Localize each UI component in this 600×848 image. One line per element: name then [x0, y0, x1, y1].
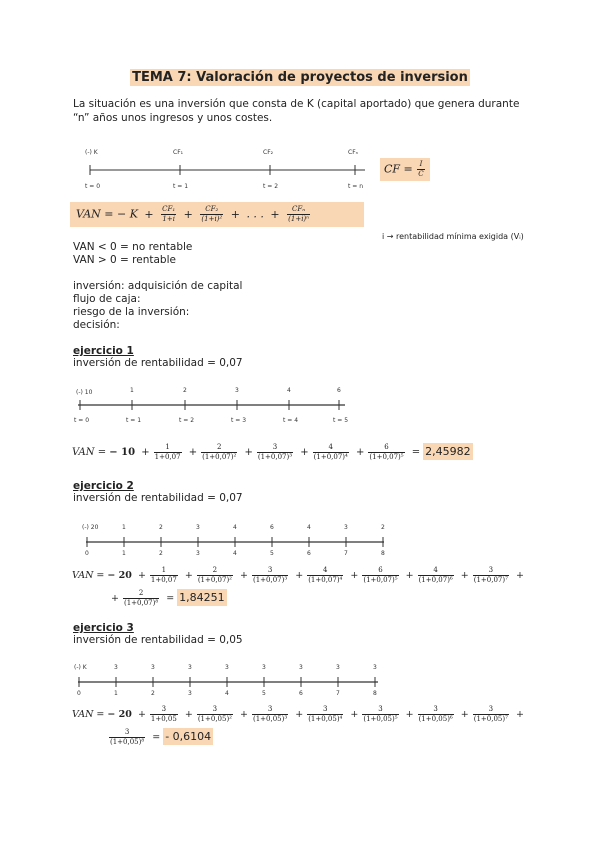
- exercise-1-timeline-axis: [70, 385, 360, 427]
- timeline-top-label: (-) 20: [82, 524, 99, 531]
- definition-line: decisión:: [73, 319, 120, 331]
- exercise-2-equation: VAN = − 20 + $\frac{1}{1+0,07}$ + $\frac{2}{\text{(1+0,07)²}}$ + $\frac{3}{\text{(1+0,07)³}}$ + $\frac{4}{\text{(1+0,07)⁴}}$ + $\frac{6}{\text{(1+0,07)⁵}}$ + $\frac{4}{\text{(1+0,07)⁶}}$ + $\frac{3}{\text{(1+0,07)⁷}}$ +: [72, 566, 524, 584]
- timeline-top-label: (-) K: [85, 149, 98, 156]
- timeline-bottom-label: 7: [336, 690, 340, 697]
- cf-formula: CF = $\frac{I}{C}$: [380, 158, 430, 181]
- timeline-bottom-label: t = 1: [126, 417, 142, 424]
- exercise-2-timeline: [80, 521, 390, 559]
- timeline-top-label: 1: [122, 524, 126, 531]
- timeline-top-label: 6: [337, 387, 341, 394]
- exercise-3-equation-cont: $\frac{3}{\text{(1+0,05)⁸}}$ = - 0,6104: [110, 728, 212, 746]
- timeline-bottom-label: t = 3: [231, 417, 247, 424]
- timeline-bottom-label: 4: [225, 690, 229, 697]
- timeline-top-label: 2: [159, 524, 163, 531]
- timeline-bottom-label: 8: [381, 550, 385, 557]
- timeline-top-label: 4: [233, 524, 237, 531]
- condition-positive: VAN > 0 = rentable: [73, 254, 176, 266]
- definition-line: inversión: adquisición de capital: [73, 280, 243, 292]
- timeline-top-label: CFₙ: [348, 149, 359, 156]
- timeline-top-label: 3: [225, 664, 229, 671]
- timeline-bottom-label: t = 2: [179, 417, 195, 424]
- exercise-2-result: 1,84251: [179, 591, 225, 604]
- exercise-2-rate: inversión de rentabilidad = 0,07: [73, 492, 243, 504]
- exercise-3-result: - 0,6104: [165, 730, 212, 743]
- timeline-top-label: 3: [336, 664, 340, 671]
- timeline-bottom-label: t = 5: [333, 417, 349, 424]
- exercise-1-heading: ejercicio 1: [73, 345, 134, 357]
- timeline-bottom-label: t = 4: [283, 417, 299, 424]
- intro-paragraph: La situación es una inversión que consta de K (capital aportado) que genera durante “n” años unos ingresos y unos costes.: [73, 98, 520, 124]
- timeline-bottom-label: 3: [188, 690, 192, 697]
- page-title: TEMA 7: Valoración de proyectos de inversion: [132, 70, 468, 85]
- timeline-top-label: 3: [114, 664, 118, 671]
- timeline-bottom-label: 5: [262, 690, 266, 697]
- timeline-bottom-label: t = 0: [85, 183, 101, 190]
- timeline-top-label: (-) K: [74, 664, 87, 671]
- exercise-1-equation: VAN = − 10 + $\frac{1}{1+0,07}$ + $\frac{2}{\text{(1+0,07)²}}$ + $\frac{3}{\text{(1+0,07)³}}$ + $\frac{4}{\text{(1+0,07)⁴}}$ + $\frac{6}{\text{(1+0,07)⁵}}$ = 2,45982: [72, 443, 471, 461]
- timeline-top-label: 3: [188, 664, 192, 671]
- timeline-bottom-label: t = 0: [74, 417, 90, 424]
- general-timeline: [80, 145, 370, 195]
- exercise-3-rate: inversión de rentabilidad = 0,05: [73, 634, 243, 646]
- timeline-bottom-label: 2: [151, 690, 155, 697]
- exercise-2-equation-cont: + $\frac{2}{\text{(1+0,07)⁸}}$ = 1,84251: [111, 589, 225, 607]
- timeline-top-label: 3: [344, 524, 348, 531]
- exercise-3-timeline: [72, 662, 384, 700]
- timeline-bottom-label: t = 2: [263, 183, 279, 190]
- definition-line: riesgo de la inversión:: [73, 306, 190, 318]
- timeline-bottom-label: 2: [159, 550, 163, 557]
- timeline-bottom-label: t = 1: [173, 183, 189, 190]
- timeline-top-label: 1: [130, 387, 134, 394]
- definition-line: flujo de caja:: [73, 293, 141, 305]
- timeline-top-label: (-) 10: [76, 389, 93, 396]
- exercise-3-heading: ejercicio 3: [73, 622, 134, 634]
- exercise-1-rate: inversión de rentabilidad = 0,07: [73, 357, 243, 369]
- timeline-top-label: 3: [262, 664, 266, 671]
- timeline-bottom-label: 7: [344, 550, 348, 557]
- timeline-top-label: CF₂: [263, 149, 274, 156]
- timeline-top-label: 3: [151, 664, 155, 671]
- exercise-3-equation: VAN = − 20 + $\frac{3}{1+0,05}$ + $\frac{3}{\text{(1+0,05)²}}$ + $\frac{3}{\text{(1+0,05)³}}$ + $\frac{3}{\text{(1+0,05)⁴}}$ + $\frac{3}{\text{(1+0,05)⁵}}$ + $\frac{3}{\text{(1+0,05)⁶}}$ + $\frac{3}{\text{(1+0,05)⁷}}$ +: [72, 705, 524, 723]
- van-general-formula: VAN = − K + $\frac{\text{CF₁}}{1+i}$ + $\frac{\text{CF₂}}{\text{(1+i)²}}$ + . . . + $\frac{\text{CFₙ}}{\text{(1+i)ⁿ}}$: [70, 202, 364, 227]
- timeline-top-label: 3: [299, 664, 303, 671]
- timeline-bottom-label: 1: [114, 690, 118, 697]
- exercise-1-result: 2,45982: [425, 445, 471, 458]
- timeline-top-label: 4: [287, 387, 291, 394]
- timeline-top-label: 3: [235, 387, 239, 394]
- timeline-bottom-label: 5: [270, 550, 274, 557]
- timeline-bottom-label: 0: [77, 690, 81, 697]
- general-timeline-axis: [80, 145, 370, 195]
- timeline-top-label: 2: [183, 387, 187, 394]
- rate-note: i → rentabilidad mínima exigida (Vᵢ): [382, 232, 524, 241]
- timeline-top-label: CF₁: [173, 149, 184, 156]
- timeline-bottom-label: 8: [373, 690, 377, 697]
- timeline-top-label: 4: [307, 524, 311, 531]
- timeline-bottom-label: 0: [85, 550, 89, 557]
- timeline-bottom-label: 1: [122, 550, 126, 557]
- timeline-top-label: 3: [373, 664, 377, 671]
- timeline-bottom-label: 6: [307, 550, 311, 557]
- timeline-bottom-label: t = n: [348, 183, 363, 190]
- timeline-top-label: 6: [270, 524, 274, 531]
- timeline-top-label: 3: [196, 524, 200, 531]
- exercise-2-heading: ejercicio 2: [73, 480, 134, 492]
- timeline-bottom-label: 6: [299, 690, 303, 697]
- timeline-top-label: 2: [381, 524, 385, 531]
- condition-negative: VAN < 0 = no rentable: [73, 241, 193, 253]
- timeline-bottom-label: 4: [233, 550, 237, 557]
- timeline-bottom-label: 3: [196, 550, 200, 557]
- exercise-1-timeline: [70, 385, 360, 427]
